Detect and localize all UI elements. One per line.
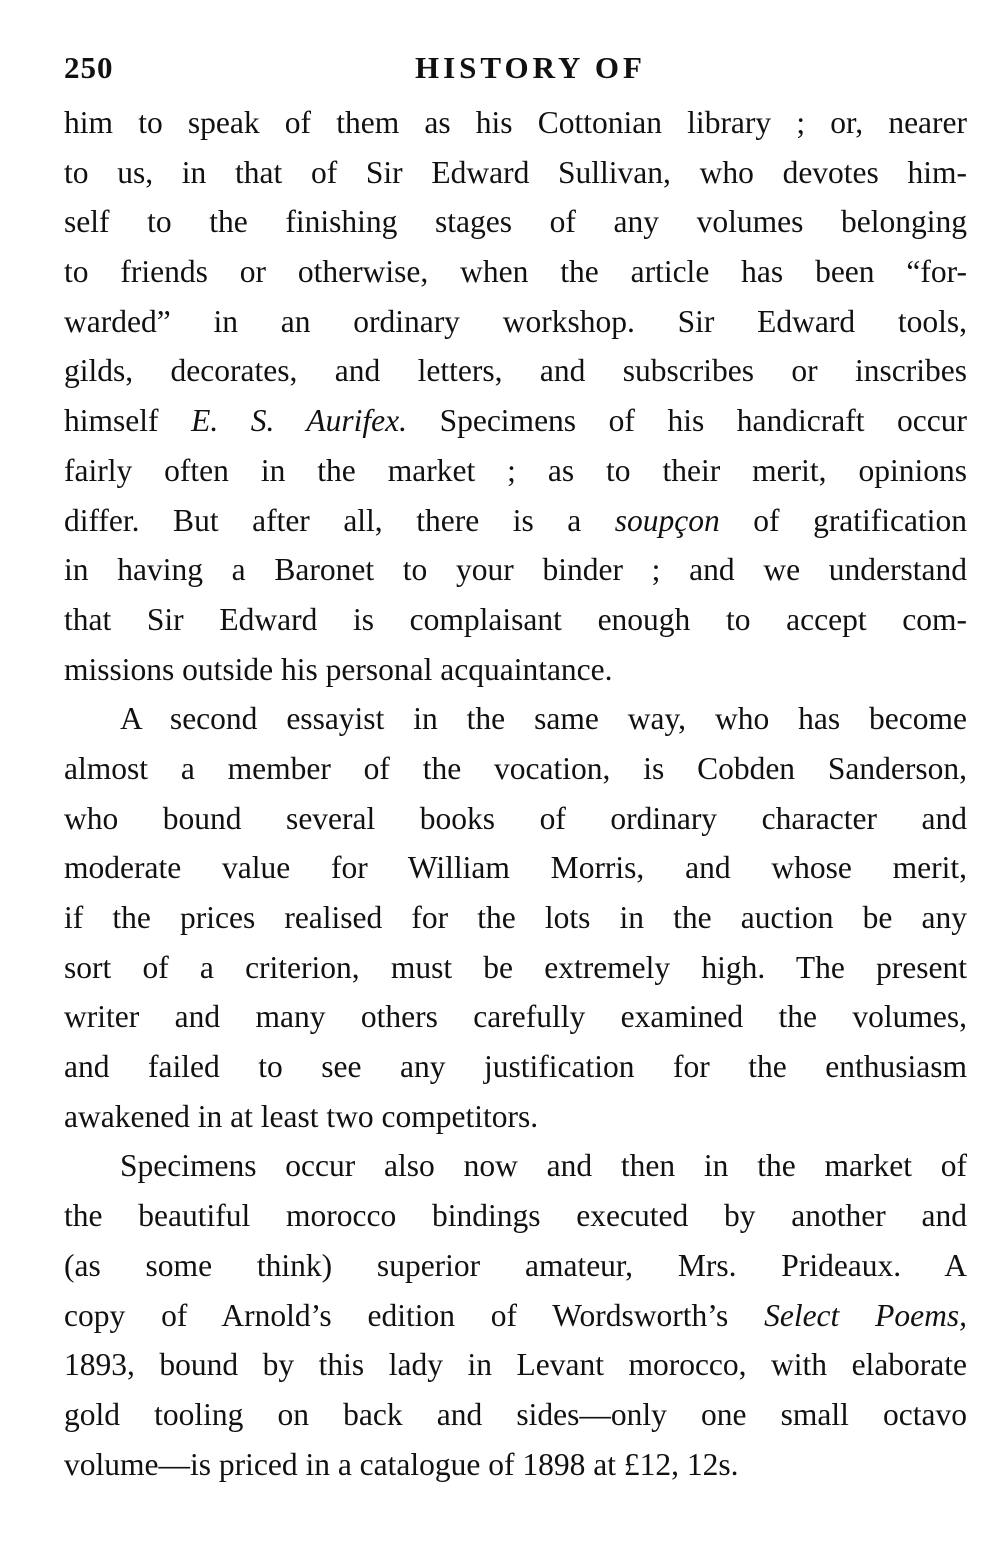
- text-run: (as some think) superior amateur, Mrs. Prideaux. A: [64, 1247, 967, 1283]
- text-line: [64, 446, 967, 496]
- text-run: missions outside his personal acquaintance.: [64, 651, 613, 687]
- italic-text: soupçon: [614, 502, 720, 538]
- text-run: him to speak of them as his Cottonian library ; or, nearer: [64, 105, 967, 140]
- text-run: differ. But after all, there is a: [64, 502, 615, 538]
- text-line: [64, 992, 967, 1042]
- text-line: [64, 297, 967, 347]
- text-run: awakened in at least two competitors.: [64, 1098, 539, 1134]
- text-run: sort of a criterion, must be extremely high. The present: [64, 949, 967, 985]
- text-run: copy of Arnold’s edition of Wordsworth’s: [64, 1297, 765, 1333]
- text-run: warded” in an ordinary workshop. Sir Edward tools,: [64, 303, 967, 339]
- text-line: [64, 247, 967, 297]
- text-run: moderate value for William Morris, and whose merit,: [64, 850, 967, 886]
- paragraph: [64, 694, 967, 1141]
- text-line: [64, 1390, 967, 1440]
- text-line: [64, 148, 967, 198]
- text-line: [64, 943, 967, 993]
- text-run: and failed to see any justification for the enthusiasm: [64, 1049, 967, 1085]
- text-line: [64, 1092, 967, 1142]
- italic-text: E. S. Aurifex.: [191, 403, 407, 439]
- text-line: [64, 1141, 967, 1191]
- text-run: self to the finishing stages of any volumes belonging: [64, 204, 967, 240]
- paragraph: [64, 98, 967, 694]
- text-run: Specimens occur also now and then in the market of: [120, 1148, 967, 1184]
- text-run: of gratification: [719, 502, 968, 538]
- text-line: [64, 1241, 967, 1291]
- text-line: [64, 197, 967, 247]
- text-line: [64, 694, 967, 744]
- page-number: 250: [64, 50, 114, 85]
- text-run: fairly often in the market ; as to their merit, opinions: [64, 452, 967, 488]
- text-line: [64, 645, 967, 695]
- text-line: [64, 893, 967, 943]
- text-line: [64, 1042, 967, 1092]
- text-run: 1893, bound by this lady in Levant morocco, with elaborate: [64, 1347, 967, 1383]
- book-page: [64, 42, 967, 1489]
- text-run: to us, in that of Sir Edward Sullivan, who devotes him-: [64, 154, 967, 190]
- italic-text: Select Poems,: [764, 1297, 967, 1333]
- running-title: HISTORY OF: [415, 50, 646, 85]
- text-run: that Sir Edward is complaisant enough to accept com-: [64, 601, 967, 637]
- text-run: volume—is priced in a catalogue of 1898 at £12, 12s.: [64, 1446, 739, 1482]
- text-line: [64, 1191, 967, 1241]
- text-run: to friends or otherwise, when the article has been “for-: [64, 254, 967, 290]
- text-line: [64, 1440, 967, 1490]
- text-run: himself: [64, 403, 192, 439]
- text-line: [64, 545, 967, 595]
- text-line: [64, 396, 967, 446]
- body-text: [64, 98, 967, 1489]
- text-run: who bound several books of ordinary character and: [64, 800, 967, 836]
- text-run: the beautiful morocco bindings executed by another and: [64, 1198, 967, 1234]
- text-line: [64, 1291, 967, 1341]
- text-run: gilds, decorates, and letters, and subscribes or inscribes: [64, 353, 967, 389]
- text-line: [64, 595, 967, 645]
- text-line: [64, 843, 967, 893]
- text-run: Specimens of his handicraft occur: [407, 403, 967, 439]
- text-line: [64, 794, 967, 844]
- text-line: [64, 346, 967, 396]
- text-run: if the prices realised for the lots in the auction be any: [64, 900, 967, 935]
- text-run: in having a Baronet to your binder ; and we understand: [64, 552, 967, 588]
- text-run: writer and many others carefully examined the volumes,: [64, 999, 967, 1035]
- text-run: almost a member of the vocation, is Cobden Sanderson,: [64, 750, 967, 786]
- text-run: A second essayist in the same way, who has become: [120, 701, 967, 737]
- text-line: [64, 744, 967, 794]
- running-head: [64, 42, 967, 98]
- text-line: [64, 98, 967, 148]
- text-line: [64, 1340, 967, 1390]
- text-line: [64, 496, 967, 546]
- paragraph: [64, 1141, 967, 1489]
- text-run: gold tooling on back and sides—only one small octavo: [64, 1396, 967, 1432]
